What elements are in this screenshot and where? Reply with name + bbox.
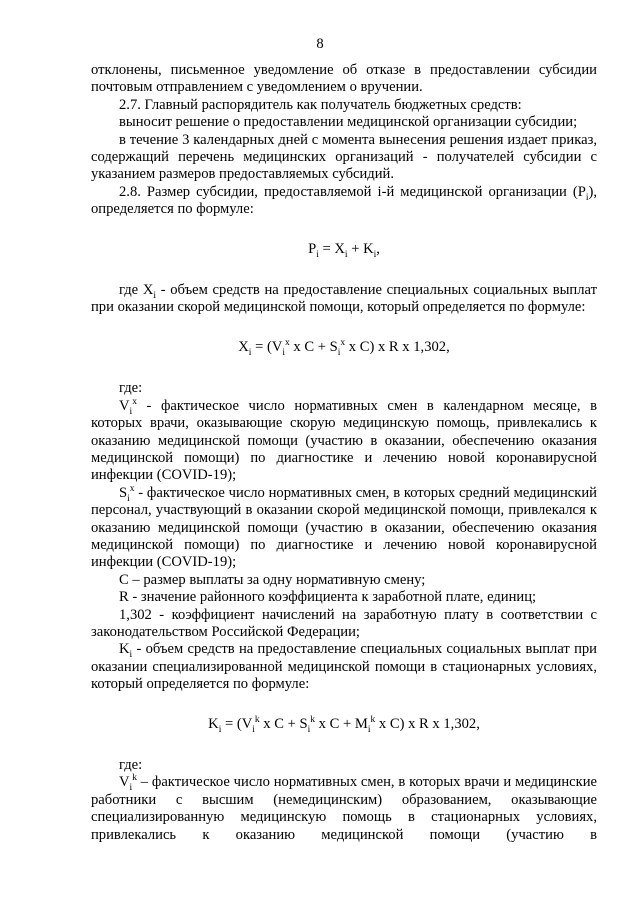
definition-xi: где $X_i$ - объем средств на предоставление специальных социальных выплат при оказании скорой медицинской помощи, который определяется по формуле: xyxy=(91,282,597,316)
paragraph-continuation: отклонены, письменное уведомление об отказе в предоставлении субсидии почтовым отправлением с уведомлением о вручении. xyxy=(91,62,597,96)
definition-ki: $K_i$ - объем средств на предоставление специальных социальных выплат при оказании специализированной медицинской помощи в стационарных условиях, который определяется по формуле: xyxy=(91,641,597,693)
where-label-1: где: xyxy=(119,380,143,397)
where-label-2: где: xyxy=(119,757,143,773)
definition-coefficient: 1,302 - коэффициент начислений на заработную плату в соответствии с законодательством Российской Федерации; xyxy=(91,606,597,640)
definition-c: C – размер выплаты за одну нормативную смену; xyxy=(119,571,426,588)
formula-k: $K_i = (V_i^k$ x $C + S_i^k$ x $C + M_i^k$ x C) x R x 1,302, xyxy=(208,714,480,735)
definition-six: $S_i^x$ - фактическое число нормативных смен, в которых средний медицинский персонал, участвующий в оказании скорой медицинской помощи, привлекался к оказанию медицинской помощи (участию в оказании, обеспечению оказания медицинской помощи) по диагностике и лечению новой коронавирусной инфекции (COVID-19); xyxy=(91,483,597,571)
clause-2-7-title: 2.7. Главный распорядитель как получатель бюджетных средств: xyxy=(119,96,522,113)
clause-2-7-item-a: выносит решение о предоставлении медицинской организации субсидии; xyxy=(119,114,578,131)
formula-x: $X_i = (V_i^x$ x $C + S_i^x$ x C) x R x 1,302, xyxy=(238,338,450,358)
definition-vik: $V_i^k$ – фактическое число нормативных смен, в которых врачи и медицинские работники с высшим (немедицинским) образованием, оказывающие специализированную медицинскую помощь в стационарных условиях, привлекались к оказанию медицинской помощи (участию в xyxy=(91,773,597,843)
definition-vix: $V_i^x$ - фактическое число нормативных смен в календарном месяце, в которых врачи, оказывающие скорую медицинскую помощь, привлекались к оказанию медицинской помощи (участию в оказании, обеспечению оказания медицинской помощи) по диагностике и лечению новой коронавирусной инфекции (COVID-19); xyxy=(91,396,597,484)
definition-r: R - значение районного коэффициента к заработной плате, единиц; xyxy=(119,589,537,606)
clause-2-8: 2.8. Размер субсидии, предоставляемой i-й медицинской организации $(P_i)$, определяется по формуле: xyxy=(91,183,597,218)
clause-2-7-item-b: в течение 3 календарных дней с момента вынесения решения издает приказ, содержащий перечень медицинских организаций - получателей субсидии с указанием размеров предоставляемых субсидий. xyxy=(91,131,597,183)
page-number: 8 xyxy=(316,36,324,52)
document-body xyxy=(91,62,597,844)
formula-p: $P_i = X_i + K_i$, xyxy=(308,240,380,260)
